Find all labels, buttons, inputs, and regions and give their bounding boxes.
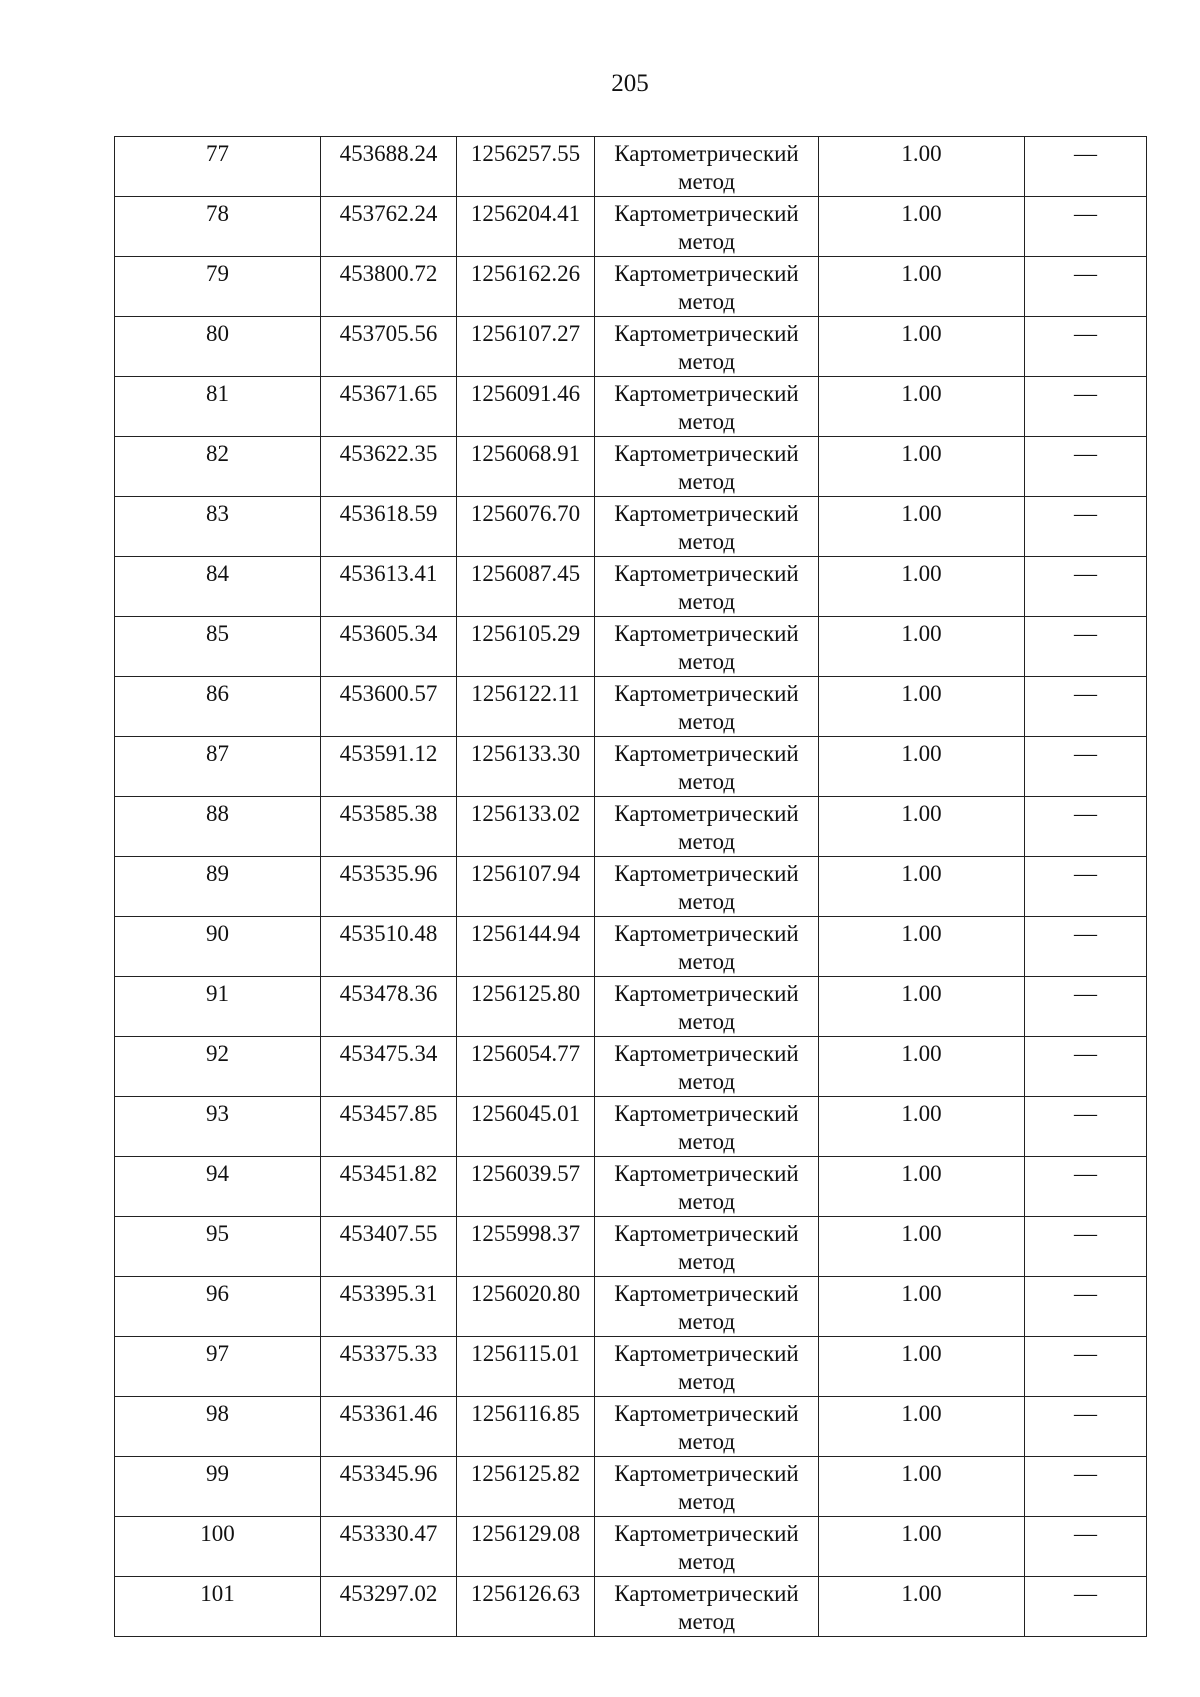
method-label-line2: метод [677,889,736,914]
method-cell [595,197,819,257]
y-coordinate-cell: 1256039.57 [457,1157,595,1217]
method-label-line2: метод [677,1129,736,1154]
table-row [115,1337,1147,1397]
table-row [115,1517,1147,1577]
accuracy-cell: 1.00 [819,257,1025,317]
note-cell: — [1025,1517,1147,1577]
method-cell [595,1277,819,1337]
x-coordinate-cell: 453535.96 [321,857,457,917]
method-cell [595,1337,819,1397]
method-label-line1: Картометрический [614,561,799,586]
x-coordinate-cell: 453330.47 [321,1517,457,1577]
x-coordinate-cell: 453361.46 [321,1397,457,1457]
accuracy-cell: 1.00 [819,1517,1025,1577]
y-coordinate-cell: 1256107.27 [457,317,595,377]
accuracy-cell: 1.00 [819,197,1025,257]
accuracy-cell: 1.00 [819,1457,1025,1517]
note-cell: — [1025,137,1147,197]
y-coordinate-cell: 1256129.08 [457,1517,595,1577]
method-label-line2: метод [677,1549,736,1574]
method-cell [595,1457,819,1517]
method-label-line1: Картометрический [614,1041,799,1066]
note-cell: — [1025,797,1147,857]
accuracy-cell: 1.00 [819,137,1025,197]
point-number-cell: 82 [115,437,321,497]
y-coordinate-cell: 1256257.55 [457,137,595,197]
method-cell [595,857,819,917]
table-row [115,437,1147,497]
method-cell [595,1157,819,1217]
note-cell: — [1025,1217,1147,1277]
x-coordinate-cell: 453671.65 [321,377,457,437]
x-coordinate-cell: 453605.34 [321,617,457,677]
note-cell: — [1025,257,1147,317]
method-cell [595,917,819,977]
y-coordinate-cell: 1256162.26 [457,257,595,317]
table-row [115,1457,1147,1517]
x-coordinate-cell: 453613.41 [321,557,457,617]
method-label-line2: метод [677,649,736,674]
method-cell [595,317,819,377]
accuracy-cell: 1.00 [819,1037,1025,1097]
method-label-line2: метод [677,769,736,794]
method-label-line2: метод [677,349,736,374]
method-cell [595,1397,819,1457]
method-label-line2: метод [677,169,736,194]
table-row [115,1577,1147,1637]
table-row [115,797,1147,857]
y-coordinate-cell: 1256126.63 [457,1577,595,1637]
table-row [115,677,1147,737]
method-label-line2: метод [677,1189,736,1214]
accuracy-cell: 1.00 [819,617,1025,677]
note-cell: — [1025,1397,1147,1457]
table-row [115,1097,1147,1157]
method-label-line2: метод [677,1309,736,1334]
note-cell: — [1025,1037,1147,1097]
method-label-line1: Картометрический [614,141,799,166]
y-coordinate-cell: 1256076.70 [457,497,595,557]
y-coordinate-cell: 1256105.29 [457,617,595,677]
accuracy-cell: 1.00 [819,497,1025,557]
method-label-line1: Картометрический [614,1221,799,1246]
method-cell [595,557,819,617]
point-number-cell: 98 [115,1397,321,1457]
coordinates-table [114,136,1147,1637]
y-coordinate-cell: 1256204.41 [457,197,595,257]
x-coordinate-cell: 453375.33 [321,1337,457,1397]
note-cell: — [1025,197,1147,257]
point-number-cell: 92 [115,1037,321,1097]
accuracy-cell: 1.00 [819,377,1025,437]
table-row [115,497,1147,557]
method-label-line1: Картометрический [614,981,799,1006]
method-label-line1: Картометрический [614,441,799,466]
note-cell: — [1025,317,1147,377]
table-row [115,977,1147,1037]
method-cell [595,677,819,737]
point-number-cell: 97 [115,1337,321,1397]
note-cell: — [1025,977,1147,1037]
note-cell: — [1025,1337,1147,1397]
table-row [115,197,1147,257]
method-cell [595,617,819,677]
x-coordinate-cell: 453600.57 [321,677,457,737]
x-coordinate-cell: 453688.24 [321,137,457,197]
point-number-cell: 89 [115,857,321,917]
method-label-line2: метод [677,709,736,734]
method-label-line1: Картометрический [614,1161,799,1186]
method-label-line1: Картометрический [614,1281,799,1306]
method-label-line2: метод [677,1609,736,1634]
method-cell [595,137,819,197]
point-number-cell: 81 [115,377,321,437]
method-label-line2: метод [677,409,736,434]
y-coordinate-cell: 1256054.77 [457,1037,595,1097]
note-cell: — [1025,1577,1147,1637]
method-label-line2: метод [677,1069,736,1094]
note-cell: — [1025,1097,1147,1157]
method-label-line1: Картометрический [614,1461,799,1486]
y-coordinate-cell: 1256087.45 [457,557,595,617]
method-cell [595,257,819,317]
y-coordinate-cell: 1256133.02 [457,797,595,857]
note-cell: — [1025,1157,1147,1217]
method-label-line2: метод [677,1249,736,1274]
x-coordinate-cell: 453591.12 [321,737,457,797]
table-row [115,377,1147,437]
x-coordinate-cell: 453297.02 [321,1577,457,1637]
method-label-line1: Картометрический [614,861,799,886]
point-number-cell: 83 [115,497,321,557]
method-label-line1: Картометрический [614,1521,799,1546]
point-number-cell: 88 [115,797,321,857]
method-label-line2: метод [677,1009,736,1034]
accuracy-cell: 1.00 [819,437,1025,497]
note-cell: — [1025,857,1147,917]
method-cell [595,377,819,437]
method-label-line1: Картометрический [614,801,799,826]
method-label-line2: метод [677,529,736,554]
method-label-line1: Картометрический [614,1101,799,1126]
y-coordinate-cell: 1256122.11 [457,677,595,737]
method-label-line1: Картометрический [614,621,799,646]
y-coordinate-cell: 1256020.80 [457,1277,595,1337]
y-coordinate-cell: 1256107.94 [457,857,595,917]
method-cell [595,1097,819,1157]
table-row [115,917,1147,977]
x-coordinate-cell: 453585.38 [321,797,457,857]
method-label-line2: метод [677,1429,736,1454]
method-label-line2: метод [677,469,736,494]
method-label-line2: метод [677,1369,736,1394]
point-number-cell: 87 [115,737,321,797]
method-cell [595,1577,819,1637]
x-coordinate-cell: 453407.55 [321,1217,457,1277]
accuracy-cell: 1.00 [819,1277,1025,1337]
y-coordinate-cell: 1256091.46 [457,377,595,437]
table-row [115,557,1147,617]
method-label-line2: метод [677,949,736,974]
table-row [115,617,1147,677]
method-cell [595,1037,819,1097]
x-coordinate-cell: 453510.48 [321,917,457,977]
table-row [115,1397,1147,1457]
x-coordinate-cell: 453762.24 [321,197,457,257]
note-cell: — [1025,1277,1147,1337]
note-cell: — [1025,437,1147,497]
method-label-line1: Картометрический [614,1581,799,1606]
method-cell [595,737,819,797]
note-cell: — [1025,497,1147,557]
accuracy-cell: 1.00 [819,1337,1025,1397]
method-label-line2: метод [677,229,736,254]
point-number-cell: 96 [115,1277,321,1337]
note-cell: — [1025,617,1147,677]
x-coordinate-cell: 453395.31 [321,1277,457,1337]
y-coordinate-cell: 1256125.80 [457,977,595,1037]
y-coordinate-cell: 1255998.37 [457,1217,595,1277]
point-number-cell: 86 [115,677,321,737]
point-number-cell: 79 [115,257,321,317]
x-coordinate-cell: 453345.96 [321,1457,457,1517]
point-number-cell: 95 [115,1217,321,1277]
method-label-line1: Картометрический [614,201,799,226]
table-body [115,137,1147,1637]
table-row [115,317,1147,377]
method-label-line2: метод [677,289,736,314]
note-cell: — [1025,1457,1147,1517]
method-label-line1: Картометрический [614,681,799,706]
x-coordinate-cell: 453705.56 [321,317,457,377]
x-coordinate-cell: 453618.59 [321,497,457,557]
accuracy-cell: 1.00 [819,1217,1025,1277]
x-coordinate-cell: 453475.34 [321,1037,457,1097]
method-label-line1: Картометрический [614,501,799,526]
y-coordinate-cell: 1256116.85 [457,1397,595,1457]
point-number-cell: 78 [115,197,321,257]
y-coordinate-cell: 1256125.82 [457,1457,595,1517]
y-coordinate-cell: 1256144.94 [457,917,595,977]
method-label-line2: метод [677,1489,736,1514]
method-cell [595,437,819,497]
point-number-cell: 90 [115,917,321,977]
accuracy-cell: 1.00 [819,1097,1025,1157]
method-cell [595,977,819,1037]
accuracy-cell: 1.00 [819,1397,1025,1457]
accuracy-cell: 1.00 [819,977,1025,1037]
point-number-cell: 80 [115,317,321,377]
note-cell: — [1025,377,1147,437]
note-cell: — [1025,737,1147,797]
method-label-line2: метод [677,829,736,854]
method-label-line1: Картометрический [614,321,799,346]
method-label-line1: Картометрический [614,1401,799,1426]
x-coordinate-cell: 453457.85 [321,1097,457,1157]
accuracy-cell: 1.00 [819,317,1025,377]
table-row [115,1157,1147,1217]
point-number-cell: 91 [115,977,321,1037]
table-row [115,737,1147,797]
method-label-line1: Картометрический [614,741,799,766]
table-row [115,257,1147,317]
method-cell [595,797,819,857]
accuracy-cell: 1.00 [819,797,1025,857]
method-label-line1: Картометрический [614,381,799,406]
table-row [115,1037,1147,1097]
point-number-cell: 99 [115,1457,321,1517]
point-number-cell: 77 [115,137,321,197]
point-number-cell: 93 [115,1097,321,1157]
x-coordinate-cell: 453800.72 [321,257,457,317]
accuracy-cell: 1.00 [819,1157,1025,1217]
point-number-cell: 84 [115,557,321,617]
method-label-line1: Картометрический [614,921,799,946]
method-label-line1: Картометрический [614,1341,799,1366]
method-label-line1: Картометрический [614,261,799,286]
x-coordinate-cell: 453478.36 [321,977,457,1037]
y-coordinate-cell: 1256133.30 [457,737,595,797]
method-label-line2: метод [677,589,736,614]
table-row [115,857,1147,917]
y-coordinate-cell: 1256068.91 [457,437,595,497]
accuracy-cell: 1.00 [819,737,1025,797]
accuracy-cell: 1.00 [819,917,1025,977]
accuracy-cell: 1.00 [819,857,1025,917]
point-number-cell: 100 [115,1517,321,1577]
method-cell [595,1517,819,1577]
note-cell: — [1025,917,1147,977]
method-cell [595,497,819,557]
x-coordinate-cell: 453451.82 [321,1157,457,1217]
note-cell: — [1025,677,1147,737]
y-coordinate-cell: 1256115.01 [457,1337,595,1397]
point-number-cell: 94 [115,1157,321,1217]
method-cell [595,1217,819,1277]
accuracy-cell: 1.00 [819,557,1025,617]
note-cell: — [1025,557,1147,617]
accuracy-cell: 1.00 [819,1577,1025,1637]
accuracy-cell: 1.00 [819,677,1025,737]
table-row [115,1217,1147,1277]
point-number-cell: 85 [115,617,321,677]
y-coordinate-cell: 1256045.01 [457,1097,595,1157]
page-number: 205 [611,70,649,97]
point-number-cell: 101 [115,1577,321,1637]
x-coordinate-cell: 453622.35 [321,437,457,497]
table-row [115,137,1147,197]
table-row [115,1277,1147,1337]
